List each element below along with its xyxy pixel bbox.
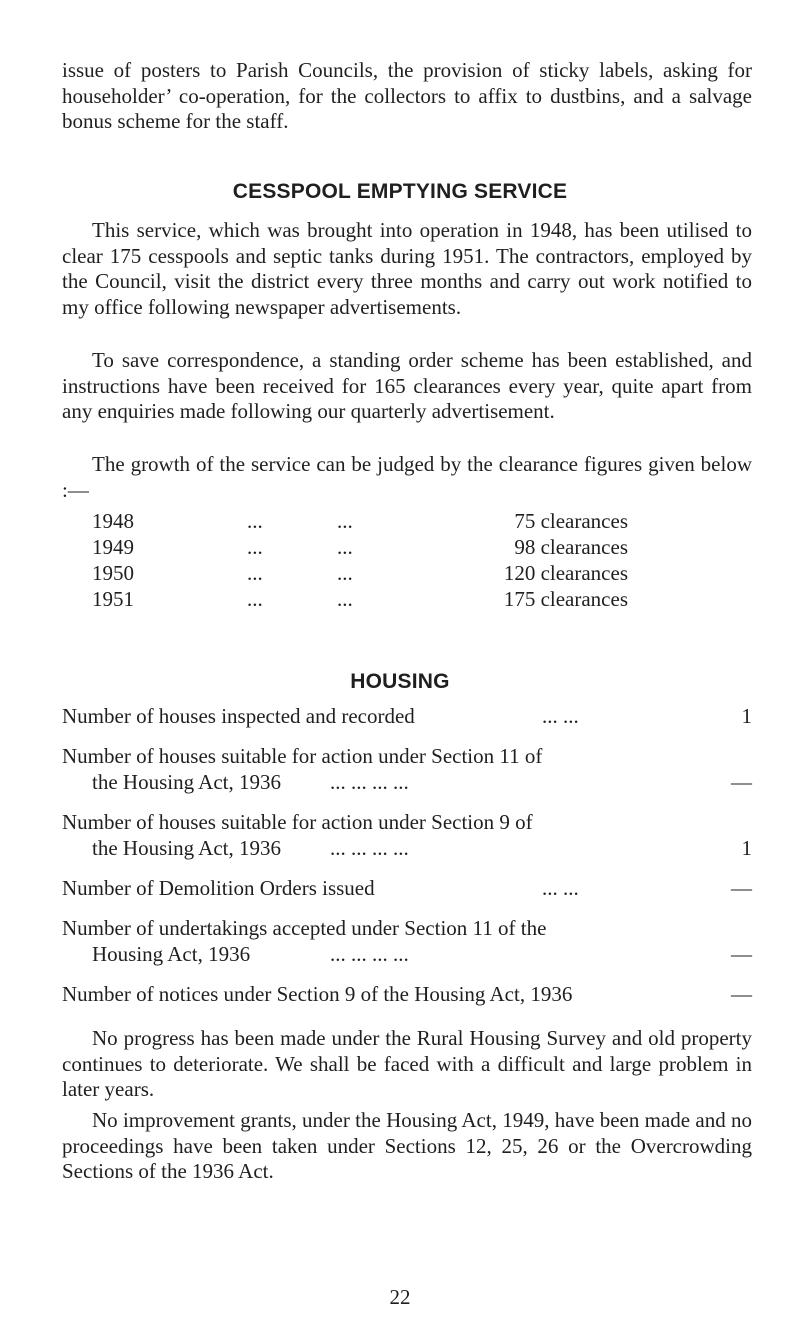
housing-row [62,744,752,795]
housing-row [62,916,752,967]
leader-dots: ... ... ... ... [330,835,409,860]
clearance-count: 98 clearances [514,535,628,559]
housing-row [62,810,752,861]
leader-dots: ... [337,561,353,585]
housing-row-label [62,876,752,902]
housing-row [62,982,752,1008]
leader-dots: ... [337,535,353,559]
leader-dots: ... [247,535,263,559]
clearance-year: 1950 [92,561,134,585]
cesspool-heading: CESSPOOL EMPTYING SERVICE [232,180,568,203]
leader-dots: ... [247,587,263,611]
housing-row-value: 1 [741,835,752,860]
clearance-row [92,586,652,612]
housing-row-line: Housing Act, 1936 [92,941,251,966]
page-number: 22 [389,1285,411,1309]
clearance-year: 1949 [92,535,134,559]
leader-dots: ... ... ... ... [330,941,409,966]
housing-row [62,704,752,730]
housing-row-line: Number of Demolition Orders issued [62,876,375,900]
housing-paragraph-1: No progress has been made under the Rural Housing Survey and old property continues to deteriorate. We shall be faced with a difficult and large problem in later years. [62,1026,752,1101]
housing-row-value: — [731,941,752,966]
leader-dots: ... [247,509,263,533]
cesspool-paragraph-2: To save correspondence, a standing order scheme has been established, and instructions have been received for 165 clearances every year, quite apart from any enquiries made following our quarterly advertisement. [62,348,752,423]
housing-row-line: Number of undertakings accepted under Section 11 of the [62,916,547,940]
housing-row-value: — [731,769,752,794]
leader-dots: ... ... ... ... [330,769,409,794]
housing-row-line: Number of houses inspected and recorded [62,704,415,728]
clearance-row [92,534,652,560]
leader-dots: ... ... [542,704,579,728]
clearance-count: 75 clearances [514,509,628,533]
housing-row-value: 1 [741,704,752,728]
housing-row-label [62,982,752,1008]
leader-dots: ... [247,561,263,585]
housing-row-line: the Housing Act, 1936 [92,835,281,860]
housing-row-line: Number of notices under Section 9 of the Housing Act, 1936 [62,982,573,1006]
clearance-year: 1951 [92,587,134,611]
intro-paragraph: issue of posters to Parish Councils, the provision of sticky labels, asking for householder’ co-operation, for the collectors to affix to dustbins, and a salvage bonus scheme for the staff. [62,58,752,133]
housing-heading: HOUSING [350,670,450,693]
housing-paragraph-2: No improvement grants, under the Housing Act, 1949, have been made and no proceedings have been taken under Sections 12, 25, 26 or the Overcrowding Sections of the 1936 Act. [62,1108,752,1183]
housing-row-value: — [731,982,752,1006]
cesspool-paragraph-1: This service, which was brought into operation in 1948, has been utilised to clear 175 cesspools and septic tanks during 1951. The contractors, employed by the Council, visit the district every three months and carry out work notified to my office following newspaper advertisements. [62,218,752,319]
clearance-count: 120 clearances [503,561,628,585]
clearance-count: 175 clearances [503,587,628,611]
housing-row-value: — [731,876,752,900]
leader-dots: ... [337,587,353,611]
housing-row-label [62,704,752,730]
leader-dots: ... ... [542,876,579,900]
clearance-year: 1948 [92,509,134,533]
clearance-row [92,508,652,534]
cesspool-paragraph-3: The growth of the service can be judged by the clearance figures given below :— [62,452,752,502]
clearance-row [92,560,652,586]
leader-dots: ... [337,509,353,533]
housing-row [62,876,752,902]
housing-row-line: Number of houses suitable for action under Section 9 of [62,810,533,834]
housing-row-line: the Housing Act, 1936 [92,769,281,794]
housing-row-line: Number of houses suitable for action under Section 11 of [62,744,543,768]
